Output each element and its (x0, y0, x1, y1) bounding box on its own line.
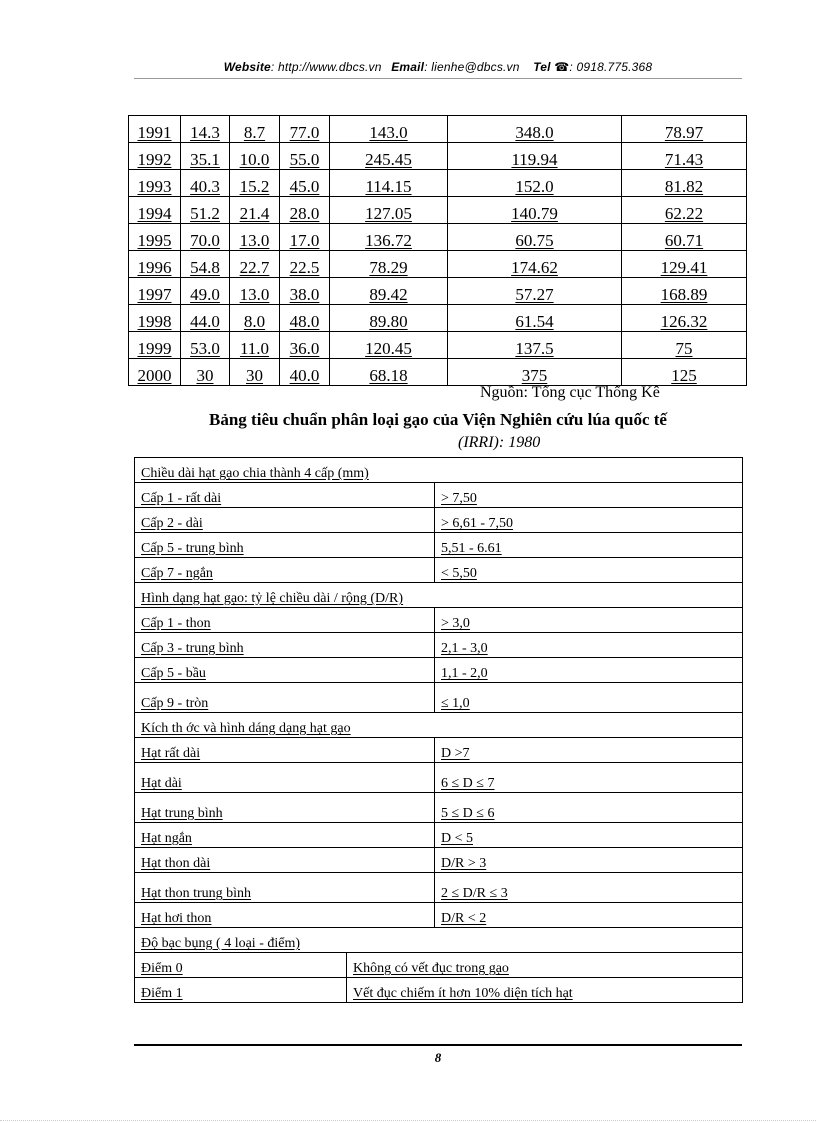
table-cell: 114.15 (330, 170, 448, 197)
chalkiness-section-header: Độ bạc bụng ( 4 loại - điểm) (135, 928, 743, 953)
table-cell: 13.0 (230, 224, 280, 251)
table-cell: 143.0 (330, 116, 448, 143)
category-cell: Hạt hơi thon (135, 903, 435, 928)
table-row (135, 483, 743, 508)
table-cell: 30 (181, 359, 230, 386)
table-row (135, 978, 743, 1003)
table-cell: 119.94 (448, 143, 622, 170)
value-cell: 1,1 - 2,0 (435, 658, 743, 683)
value-cell: > 6,61 - 7,50 (435, 508, 743, 533)
category-cell: Cấp 1 - rất dài (135, 483, 435, 508)
table-cell: 55.0 (280, 143, 330, 170)
table-cell: 137.5 (448, 332, 622, 359)
table-cell: 44.0 (181, 305, 230, 332)
table-row (129, 197, 747, 224)
section-header-row (135, 458, 743, 483)
table-row (135, 683, 743, 713)
table-cell: 78.29 (330, 251, 448, 278)
category-cell: Hạt dài (135, 763, 435, 793)
table-cell: 68.18 (330, 359, 448, 386)
table-cell: 245.45 (330, 143, 448, 170)
table-cell: 8.7 (230, 116, 280, 143)
table-cell: 36.0 (280, 332, 330, 359)
section-header-row (135, 713, 743, 738)
table-cell: 70.0 (181, 224, 230, 251)
table-cell: 21.4 (230, 197, 280, 224)
value-cell: 5 ≤ D ≤ 6 (435, 793, 743, 823)
value-cell: 2 ≤ D/R ≤ 3 (435, 873, 743, 903)
table-cell: 125 (622, 359, 747, 386)
source-note: Nguồn: Tổng cục Thống Kê (480, 384, 660, 401)
category-cell: Hạt thon trung bình (135, 873, 435, 903)
table-row (135, 903, 743, 928)
category-cell: Hạt rất dài (135, 738, 435, 763)
table-cell: 35.1 (181, 143, 230, 170)
table-cell: 120.45 (330, 332, 448, 359)
table-cell: 48.0 (280, 305, 330, 332)
rice-classification-table (134, 457, 743, 1003)
table-cell: 62.22 (622, 197, 747, 224)
table-row (135, 508, 743, 533)
website-label: Website (223, 60, 271, 74)
table-cell: 1994 (129, 197, 181, 224)
table-row (129, 332, 747, 359)
value-cell: D/R < 2 (435, 903, 743, 928)
table-cell: 81.82 (622, 170, 747, 197)
table-cell: 40.0 (280, 359, 330, 386)
tel-label: Tel (533, 60, 551, 74)
table-cell: 77.0 (280, 116, 330, 143)
table-row (135, 848, 743, 873)
category-cell: Cấp 2 - dài (135, 508, 435, 533)
table-cell: 15.2 (230, 170, 280, 197)
table-cell: 348.0 (448, 116, 622, 143)
phone-icon: ☎ (554, 60, 570, 74)
table-row (135, 658, 743, 683)
table-cell: 174.62 (448, 251, 622, 278)
table-cell: 22.5 (280, 251, 330, 278)
section-header-row (135, 928, 743, 953)
email-value: : lienhe@dbcs.vn (424, 60, 520, 74)
table-cell: 78.97 (622, 116, 747, 143)
table-row (135, 763, 743, 793)
table-cell: 1997 (129, 278, 181, 305)
table-cell: 127.05 (330, 197, 448, 224)
table-cell: 60.71 (622, 224, 747, 251)
table-cell: 1992 (129, 143, 181, 170)
table-cell: 38.0 (280, 278, 330, 305)
footer-divider (134, 1044, 742, 1046)
category-cell: Hạt ngắn (135, 823, 435, 848)
category-cell: Cấp 5 - trung bình (135, 533, 435, 558)
table-row (129, 359, 747, 386)
section-header-row (135, 583, 743, 608)
table-cell: 45.0 (280, 170, 330, 197)
table-row (129, 305, 747, 332)
table-cell: 1999 (129, 332, 181, 359)
category-cell: Cấp 7 - ngắn (135, 558, 435, 583)
table-row (129, 170, 747, 197)
table-row (129, 116, 747, 143)
table-cell: 28.0 (280, 197, 330, 224)
value-cell: 5,51 - 6.61 (435, 533, 743, 558)
table-cell: 1993 (129, 170, 181, 197)
category-cell: Hạt trung bình (135, 793, 435, 823)
table-row (135, 738, 743, 763)
value-cell: Không có vết đục trong gạo (347, 953, 743, 978)
table-cell: 57.27 (448, 278, 622, 305)
category-cell: Hạt thon dài (135, 848, 435, 873)
table-cell: 140.79 (448, 197, 622, 224)
page-bottom-border (0, 1120, 816, 1121)
value-cell: D >7 (435, 738, 743, 763)
table-cell: 40.3 (181, 170, 230, 197)
table-cell: 54.8 (181, 251, 230, 278)
table-cell: 10.0 (230, 143, 280, 170)
category-cell: Cấp 9 - tròn (135, 683, 435, 713)
table-row (129, 278, 747, 305)
table-cell: 89.80 (330, 305, 448, 332)
table-cell: 71.43 (622, 143, 747, 170)
value-cell: < 5,50 (435, 558, 743, 583)
table-cell: 53.0 (181, 332, 230, 359)
page-number: 8 (434, 1050, 442, 1065)
table-cell: 61.54 (448, 305, 622, 332)
table-row (129, 143, 747, 170)
table-subtitle: (IRRI): 1980 (458, 434, 541, 451)
table-cell: 1991 (129, 116, 181, 143)
table-row (135, 873, 743, 903)
table-cell: 60.75 (448, 224, 622, 251)
value-cell: Vết đục chiếm ít hơn 10% diện tích hạt (347, 978, 743, 1003)
table-row (135, 793, 743, 823)
table-cell: 1996 (129, 251, 181, 278)
table-cell: 89.42 (330, 278, 448, 305)
table-row (129, 251, 747, 278)
table-cell: 22.7 (230, 251, 280, 278)
category-cell: Điểm 0 (135, 953, 347, 978)
category-cell: Cấp 1 - thon (135, 608, 435, 633)
table-row (135, 953, 743, 978)
website-value: : http://www.dbcs.vn (270, 60, 382, 74)
email-label: Email (391, 60, 425, 74)
table-cell: 8.0 (230, 305, 280, 332)
table-cell: 14.3 (181, 116, 230, 143)
tel-value: : 0918.775.368 (569, 60, 653, 74)
value-cell: D/R > 3 (435, 848, 743, 873)
value-cell: > 3,0 (435, 608, 743, 633)
table-cell: 152.0 (448, 170, 622, 197)
category-cell: Điểm 1 (135, 978, 347, 1003)
table-cell: 168.89 (622, 278, 747, 305)
size-section-header: Kích th ớc và hình dáng dạng hạt gạo (135, 713, 743, 738)
table-cell: 375 (448, 359, 622, 386)
table-row (135, 533, 743, 558)
value-cell: D < 5 (435, 823, 743, 848)
table-title: Bảng tiêu chuẩn phân loại gạo của Viện Nghiên cứu lúa quốc tế (209, 410, 667, 429)
table-row (129, 224, 747, 251)
value-cell: ≤ 1,0 (435, 683, 743, 713)
table-cell: 11.0 (230, 332, 280, 359)
table-row (135, 558, 743, 583)
table-cell: 30 (230, 359, 280, 386)
statistics-table (128, 115, 747, 386)
value-cell: 6 ≤ D ≤ 7 (435, 763, 743, 793)
table-cell: 136.72 (330, 224, 448, 251)
table-cell: 75 (622, 332, 747, 359)
header-divider (134, 78, 742, 79)
table-cell: 51.2 (181, 197, 230, 224)
table-cell: 49.0 (181, 278, 230, 305)
table-row (135, 608, 743, 633)
table-cell: 17.0 (280, 224, 330, 251)
table-row (135, 823, 743, 848)
table-cell: 13.0 (230, 278, 280, 305)
table-cell: 129.41 (622, 251, 747, 278)
shape-section-header: Hình dạng hạt gạo: tỷ lệ chiều dài / rộng (D/R) (135, 583, 743, 608)
category-cell: Cấp 3 - trung bình (135, 633, 435, 658)
table-cell: 1998 (129, 305, 181, 332)
table-cell: 1995 (129, 224, 181, 251)
value-cell: > 7,50 (435, 483, 743, 508)
page-header (134, 60, 742, 74)
table-cell: 2000 (129, 359, 181, 386)
table-row (135, 633, 743, 658)
category-cell: Cấp 5 - bầu (135, 658, 435, 683)
length-section-header: Chiều dài hạt gạo chia thành 4 cấp (mm) (135, 458, 743, 483)
value-cell: 2,1 - 3,0 (435, 633, 743, 658)
table-cell: 126.32 (622, 305, 747, 332)
